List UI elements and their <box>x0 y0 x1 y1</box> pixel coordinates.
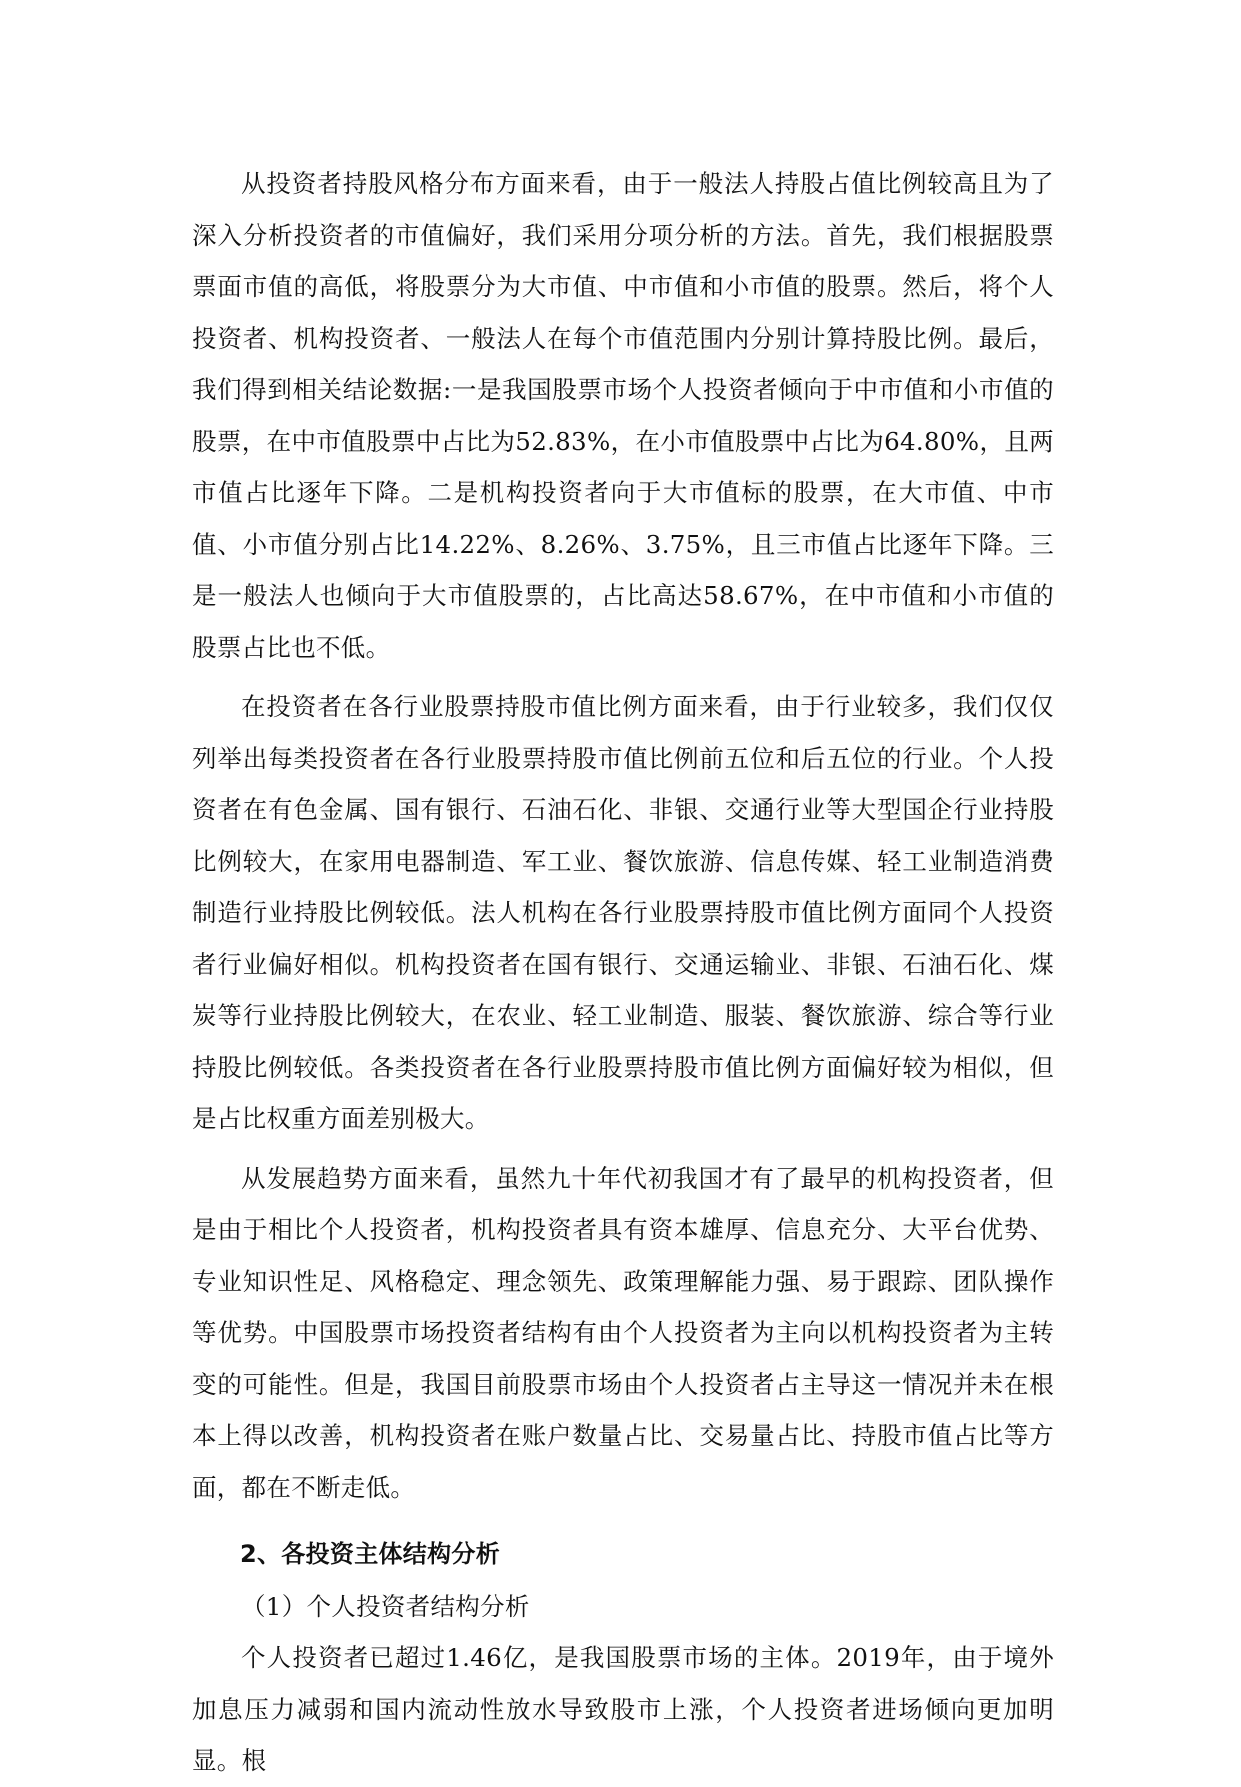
paragraph-development-trend: 从发展趋势方面来看，虽然九十年代初我国才有了最早的机构投资者，但是由于相比个人投资者，机构投资者具有资本雄厚、信息充分、大平台优势、专业知识性足、风格稳定、理念领先、政策理解能力强、易于跟踪、团队操作等优势。中国股票市场投资者结构有由个人投资者为主向以机构投资者为主转变的可能性。但是，我国目前股票市场由个人投资者占主导这一情况并未在根本上得以改善，机构投资者在账户数量占比、交易量占比、持股市值占比等方面，都在不断走低。 <box>192 1163 1054 1502</box>
document-body <box>192 158 1054 1787</box>
paragraph-industry-holdings: 在投资者在各行业股票持股市值比例方面来看，由于行业较多，我们仅仅列举出每类投资者在各行业股票持股市值比例前五位和后五位的行业。个人投资者在有色金属、国有银行、石油石化、非银、交通行业等大型国企行业持股比例较大，在家用电器制造、军工业、餐饮旅游、信息传媒、轻工业制造消费制造行业持股比例较低。法人机构在各行业股票持股市值比例方面同个人投资者行业偏好相似。机构投资者在国有银行、交通运输业、非银、石油石化、煤炭等行业持股比例较大，在农业、轻工业制造、服装、餐饮旅游、综合等行业持股比例较低。各类投资者在各行业股票持股市值比例方面偏好较为相似，但是占比权重方面差别极大。 <box>192 692 1054 1133</box>
section-heading: 2、各投资主体结构分析 <box>240 1540 500 1568</box>
paragraph-individual-investors: 个人投资者已超过1.46亿，是我国股票市场的主体。2019年，由于境外加息压力减弱和国内流动性放水导致股市上涨，个人投资者进场倾向更加明显。根 <box>192 1643 1054 1775</box>
paragraph-investor-style: 从投资者持股风格分布方面来看，由于一般法人持股占值比例较高且为了深入分析投资者的市值偏好，我们采用分项分析的方法。首先，我们根据股票票面市值的高低，将股票分为大市值、中市值和小市值的股票。然后，将个人投资者、机构投资者、一般法人在每个市值范围内分别计算持股比例。最后，我们得到相关结论数据:一是我国股票市场个人投资者倾向于中市值和小市值的股票，在中市值股票中占比为52.83%，在小市值股票中占比为64.80%，且两市值占比逐年下降。二是机构投资者向于大市值标的股票，在大市值、中市值、小市值分别占比14.22%、8.26%、3.75%，且三市值占比逐年下降。三是一般法人也倾向于大市值股票的，占比高达58.67%，在中市值和小市值的股票占比也不低。 <box>192 169 1054 662</box>
subsection-heading: （1）个人投资者结构分析 <box>241 1591 530 1621</box>
